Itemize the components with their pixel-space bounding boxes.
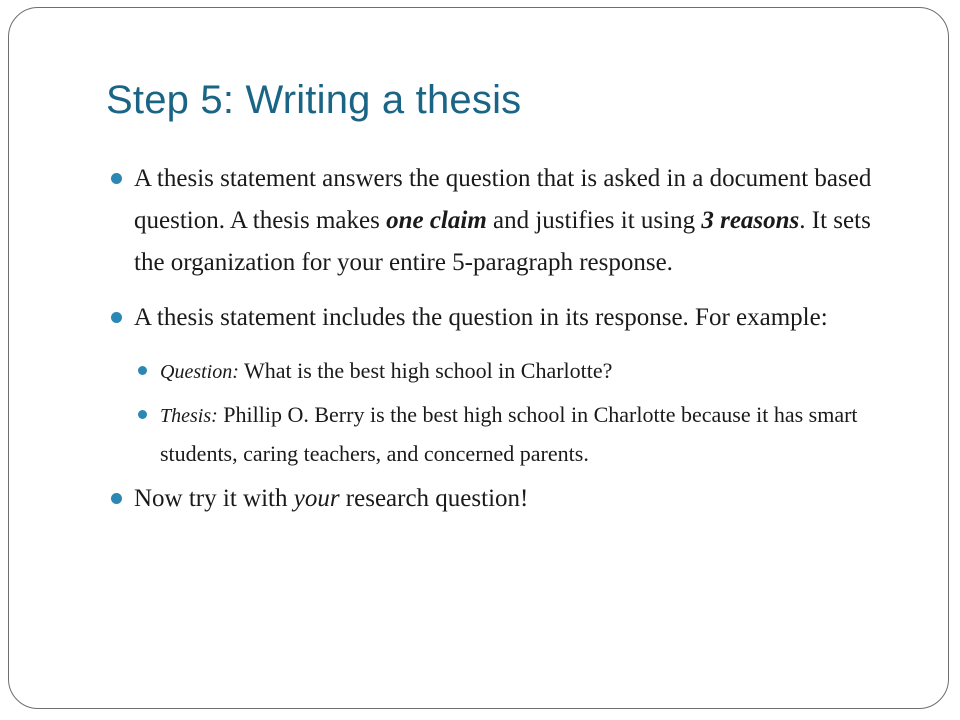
emphasis-three-reasons: 3 reasons [701, 207, 800, 234]
bullet-thesis-definition [106, 158, 896, 284]
sub-bullet-thesis-example [134, 396, 896, 472]
bullet-try-it [106, 478, 896, 520]
question-example-text: What is the best high school in Charlotte? [238, 358, 613, 383]
bullet-thesis-definition-text-3: . It sets the organization for your entire 5-paragraph response. [134, 207, 871, 276]
slide-content [106, 158, 896, 533]
bullet-thesis-definition-text-2: and justifies it using [486, 207, 702, 234]
bullet-thesis-includes-question-text: A thesis statement includes the question in its response. For example: [134, 304, 828, 331]
thesis-label: Thesis: [160, 405, 218, 427]
bullet-try-it-text-1: Now try it with [134, 485, 294, 512]
thesis-example-text: Phillip O. Berry is the best high school in Charlotte because it has smart students, caring teachers, and concerned parents. [160, 402, 858, 466]
bullet-thesis-includes-question [106, 297, 896, 339]
bullet-try-it-text-2: research question! [339, 485, 529, 512]
emphasis-one-claim: one claim [386, 207, 487, 234]
question-label: Question: [160, 361, 239, 383]
slide-title: Step 5: Writing a thesis [106, 78, 522, 122]
bullet-thesis-definition-text-1: A thesis statement answers the question that is asked in a document based question. A thesis makes [134, 165, 872, 234]
sub-bullet-question-example [134, 352, 896, 391]
emphasis-your: your [293, 485, 340, 512]
